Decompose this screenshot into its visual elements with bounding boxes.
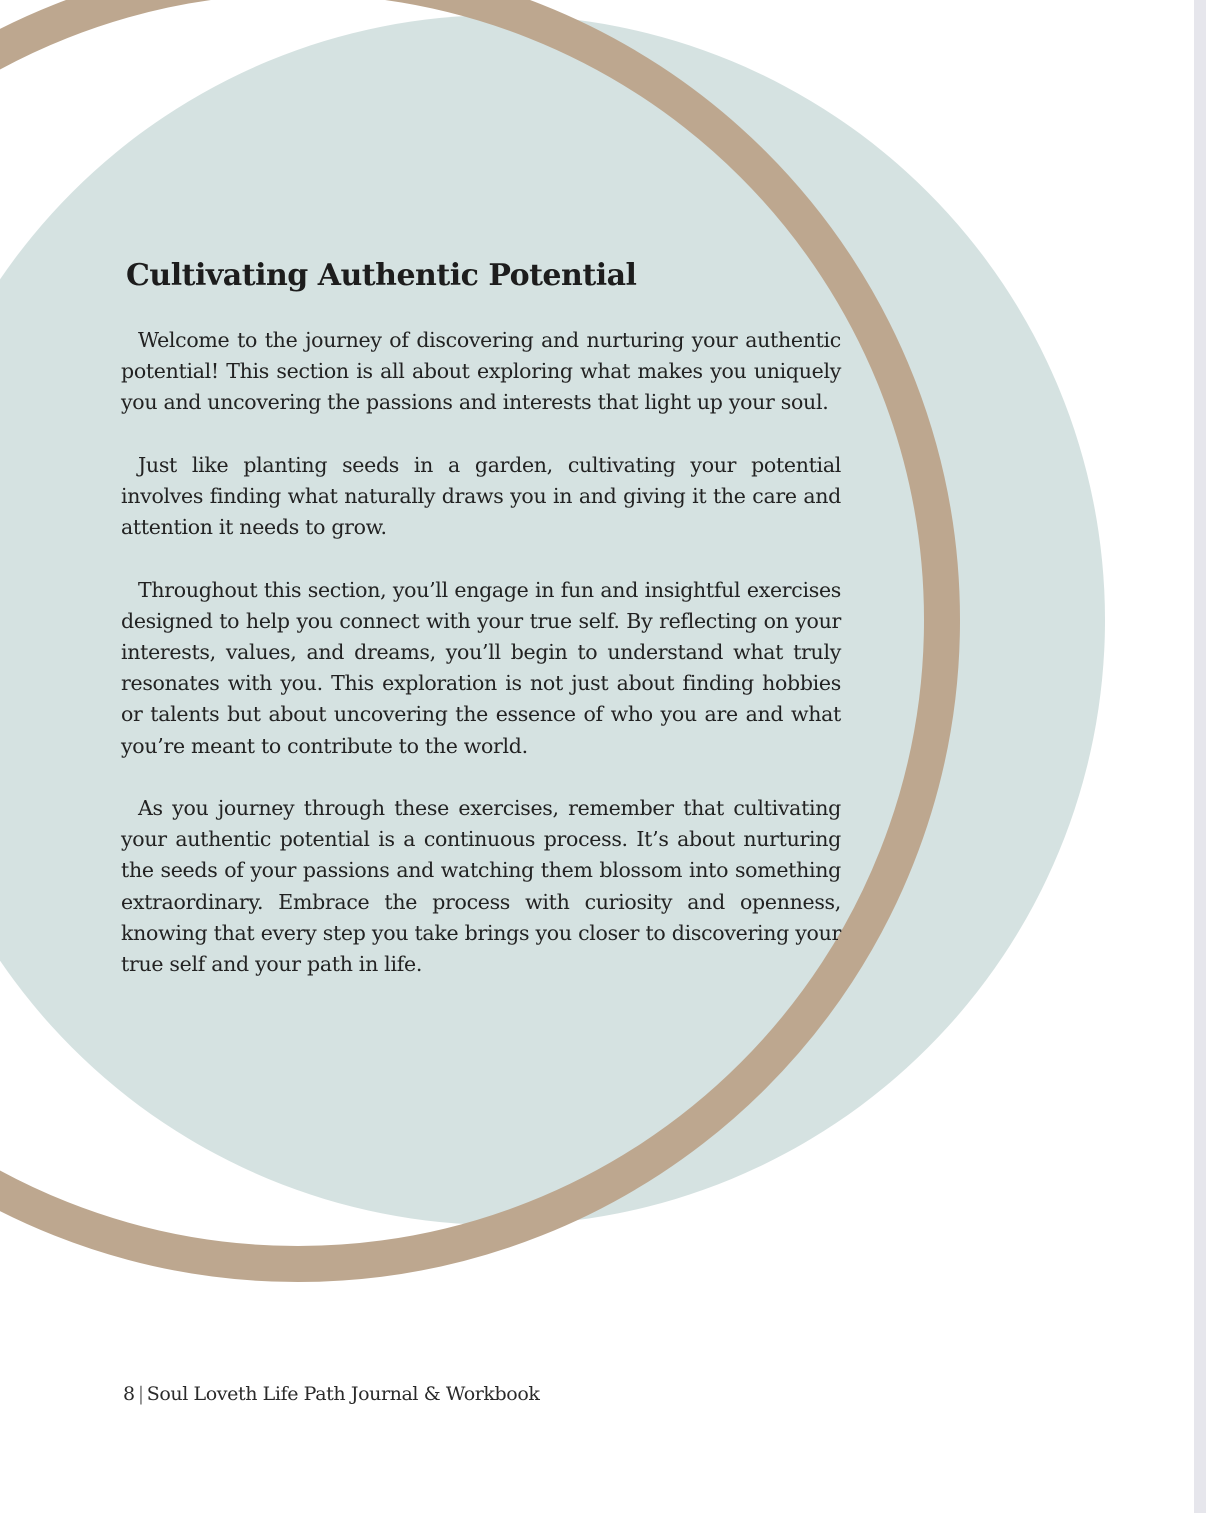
body-text [121,325,841,980]
paragraph-4: As you journey through these exercises, remember that cultivating your authentic potential is a continuous process. It’s about nurturing the seeds of your passions and watching them blossom into something extraordinary. Embrace the process with curiosity and openness, knowing that every step you take brings you closer to discovering your true self and your path in life. [121,796,841,977]
book-title: Soul Loveth Life Path Journal & Workbook [146,1383,540,1405]
footer-separator: | [137,1383,144,1405]
page-footer [123,1383,540,1405]
page-edge [1194,0,1206,1513]
paragraph-3: Throughout this section, you’ll engage in fun and insightful exercises designed to help you connect with your true self. By reflecting on your interests, values, and dreams, you’ll begin to understand what truly resonates with you. This exploration is not just about finding hobbies or talents but about uncovering the essence of who you are and what you’re meant to contribute to the world. [121,577,841,758]
page-number: 8 [123,1383,135,1405]
paragraph-2: Just like planting seeds in a garden, cultivating your potential involves finding what naturally draws you in and giving it the care and attention it needs to grow. [121,452,841,540]
page-title: Cultivating Authentic Potential [126,258,637,293]
paragraph-1: Welcome to the journey of discovering and nurturing your authentic potential! This section is all about exploring what makes you uniquely you and uncovering the passions and interests that light up your soul. [121,328,841,415]
